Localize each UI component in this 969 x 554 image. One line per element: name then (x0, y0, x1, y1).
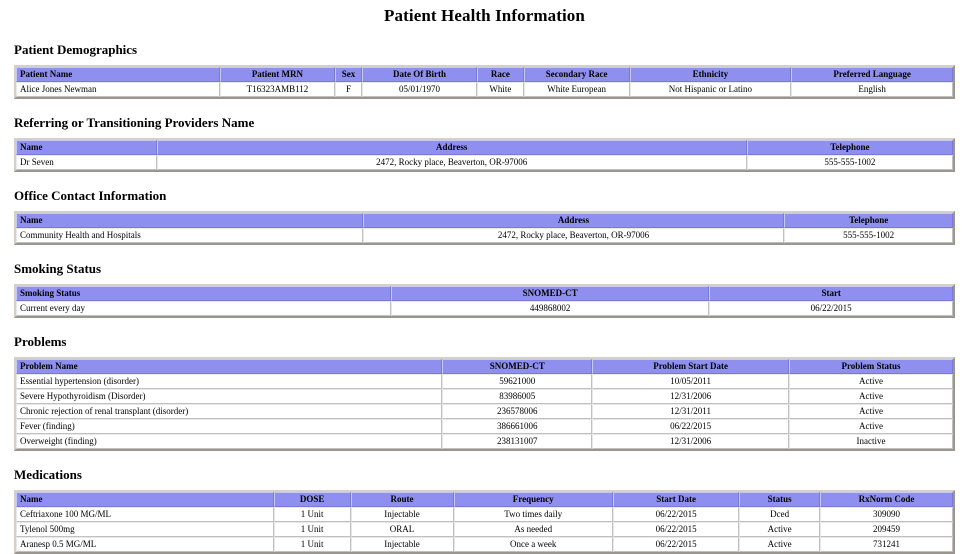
cell-problem-name: Fever (finding) (16, 419, 442, 434)
cell-route: ORAL (351, 522, 454, 537)
cell-problem-snomed: 83986005 (442, 389, 592, 404)
cell-problem-status: Active (789, 374, 953, 389)
cell-smoking-status: Current every day (16, 301, 391, 316)
cell-problem-start-date: 12/31/2011 (592, 404, 789, 419)
cell-route: Injectable (351, 507, 454, 522)
cell-rxnorm-code: 309090 (820, 507, 953, 522)
column-header-office-telephone: Telephone (784, 213, 953, 228)
column-header-medication-status: Status (739, 492, 820, 507)
column-header-medication-start-date: Start Date (613, 492, 739, 507)
cell-problem-name: Chronic rejection of renal transplant (disorder) (16, 404, 442, 419)
cell-medication-name: Ceftriaxone 100 MG/ML (16, 507, 274, 522)
column-header-rxnorm-code: RxNorm Code (820, 492, 953, 507)
table-header-row (16, 359, 953, 374)
table-header-row (16, 140, 953, 155)
cell-rxnorm-code: 731241 (820, 537, 953, 552)
table-row (16, 522, 953, 537)
column-header-provider-address: Address (157, 140, 747, 155)
table-header-row (16, 67, 953, 82)
section-heading-problems: Problems (14, 334, 67, 349)
column-header-route: Route (351, 492, 454, 507)
section-heading-smoking-status: Smoking Status (14, 261, 102, 276)
medications-table-body (16, 507, 953, 552)
cell-medication-status: Active (739, 537, 820, 552)
cell-medication-start-date: 06/22/2015 (613, 522, 739, 537)
table-row (16, 374, 953, 389)
cell-medication-name: Aranesp 0.5 MG/ML (16, 537, 274, 552)
cell-problem-start-date: 12/31/2006 (592, 389, 789, 404)
providers-table (14, 138, 955, 172)
cell-problem-snomed: 236578006 (442, 404, 592, 419)
column-header-sex: Sex (335, 67, 362, 82)
column-header-problem-start-date: Problem Start Date (592, 359, 789, 374)
column-header-problem-name: Problem Name (16, 359, 442, 374)
problems-table-body (16, 374, 953, 449)
table-row (16, 404, 953, 419)
column-header-dose: DOSE (274, 492, 351, 507)
cell-problem-status: Active (789, 389, 953, 404)
cell-problem-status: Inactive (789, 434, 953, 449)
demographics-table (14, 65, 955, 99)
cell-provider-address: 2472, Rocky place, Beaverton, OR-97006 (157, 155, 747, 170)
cell-secondary-race: White European (524, 82, 630, 97)
table-row (16, 389, 953, 404)
cell-medication-status: Dced (739, 507, 820, 522)
document-page (0, 6, 969, 554)
cell-dose: 1 Unit (274, 537, 351, 552)
cell-provider-telephone: 555-555-1002 (747, 155, 953, 170)
cell-preferred-language: English (791, 82, 953, 97)
cell-medication-name: Tylenol 500mg (16, 522, 274, 537)
cell-race: White (477, 82, 524, 97)
cell-frequency: Once a week (454, 537, 613, 552)
cell-smoking-start: 06/22/2015 (709, 301, 953, 316)
table-row (16, 155, 953, 170)
cell-route: Injectable (351, 537, 454, 552)
cell-problem-name: Overweight (finding) (16, 434, 442, 449)
document-title: Patient Health Information (384, 6, 585, 25)
table-row (16, 419, 953, 434)
column-header-office-name: Name (16, 213, 363, 228)
column-header-patient-mrn: Patient MRN (220, 67, 335, 82)
cell-frequency: As needed (454, 522, 613, 537)
section-heading-demographics: Patient Demographics (14, 42, 138, 57)
table-row (16, 82, 953, 97)
office-contact-table (14, 211, 955, 245)
column-header-office-address: Address (363, 213, 785, 228)
cell-problem-start-date: 10/05/2011 (592, 374, 789, 389)
cell-problem-snomed: 238131007 (442, 434, 592, 449)
table-header-row (16, 213, 953, 228)
column-header-smoking-start: Start (709, 286, 953, 301)
column-header-provider-name: Name (16, 140, 157, 155)
table-header-row (16, 286, 953, 301)
cell-problem-name: Essential hypertension (disorder) (16, 374, 442, 389)
column-header-preferred-language: Preferred Language (791, 67, 953, 82)
smoking-status-table (14, 284, 955, 318)
cell-ethnicity: Not Hispanic or Latino (630, 82, 792, 97)
cell-sex: F (335, 82, 362, 97)
column-header-problem-status: Problem Status (789, 359, 953, 374)
cell-provider-name: Dr Seven (16, 155, 157, 170)
column-header-secondary-race: Secondary Race (524, 67, 630, 82)
cell-office-name: Community Health and Hospitals (16, 228, 363, 243)
cell-problem-snomed: 59621000 (442, 374, 592, 389)
cell-problem-status: Active (789, 404, 953, 419)
cell-frequency: Two times daily (454, 507, 613, 522)
cell-medication-start-date: 06/22/2015 (613, 537, 739, 552)
table-header-row (16, 492, 953, 507)
cell-medication-status: Active (739, 522, 820, 537)
column-header-smoking-status: Smoking Status (16, 286, 391, 301)
cell-smoking-snomed: 449868002 (391, 301, 710, 316)
cell-office-telephone: 555-555-1002 (784, 228, 953, 243)
column-header-problem-snomed: SNOMED-CT (442, 359, 592, 374)
cell-patient-name: Alice Jones Newman (16, 82, 220, 97)
table-row (16, 434, 953, 449)
cell-problem-snomed: 386661006 (442, 419, 592, 434)
cell-problem-name: Severe Hypothyroidism (Disorder) (16, 389, 442, 404)
cell-patient-mrn: T16323AMB112 (220, 82, 335, 97)
column-header-patient-name: Patient Name (16, 67, 220, 82)
cell-dose: 1 Unit (274, 507, 351, 522)
table-row (16, 228, 953, 243)
cell-medication-start-date: 06/22/2015 (613, 507, 739, 522)
column-header-date-of-birth: Date Of Birth (362, 67, 477, 82)
cell-problem-start-date: 06/22/2015 (592, 419, 789, 434)
column-header-medication-name: Name (16, 492, 274, 507)
cell-rxnorm-code: 209459 (820, 522, 953, 537)
cell-date-of-birth: 05/01/1970 (362, 82, 477, 97)
section-heading-office-contact: Office Contact Information (14, 188, 167, 203)
cell-dose: 1 Unit (274, 522, 351, 537)
table-row (16, 301, 953, 316)
column-header-smoking-snomed: SNOMED-CT (391, 286, 710, 301)
section-heading-providers: Referring or Transitioning Providers Name (14, 115, 255, 130)
cell-problem-status: Active (789, 419, 953, 434)
cell-office-address: 2472, Rocky place, Beaverton, OR-97006 (363, 228, 785, 243)
problems-table (14, 357, 955, 451)
column-header-race: Race (477, 67, 524, 82)
section-heading-medications: Medications (14, 467, 82, 482)
table-row (16, 507, 953, 522)
column-header-ethnicity: Ethnicity (630, 67, 792, 82)
column-header-provider-telephone: Telephone (747, 140, 953, 155)
cell-problem-start-date: 12/31/2006 (592, 434, 789, 449)
medications-table (14, 490, 955, 554)
column-header-frequency: Frequency (454, 492, 613, 507)
table-row (16, 537, 953, 552)
